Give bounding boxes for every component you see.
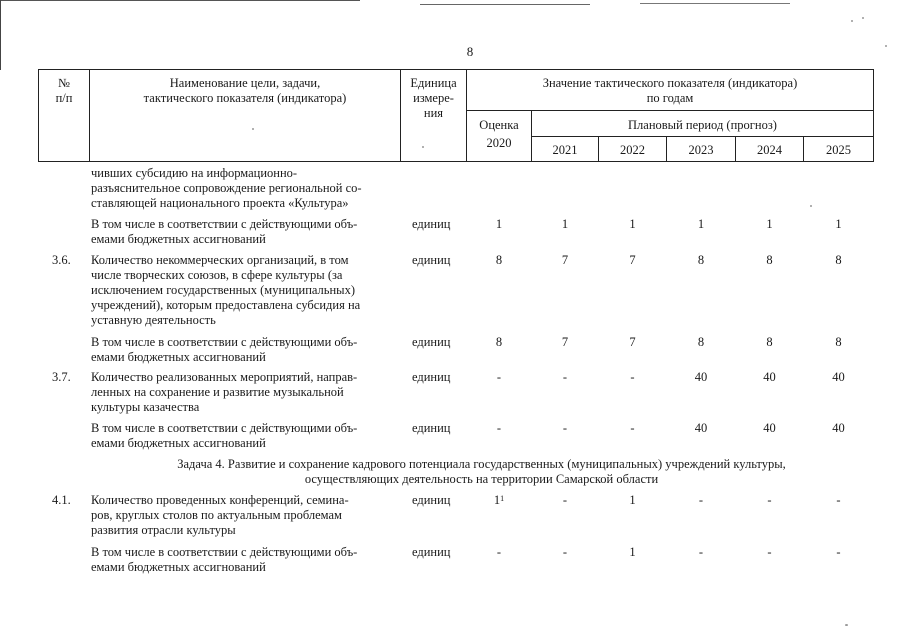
value-2021: 7 — [561, 335, 569, 349]
value-2020: 8 — [495, 253, 503, 267]
table-row-unit: единиц — [412, 421, 451, 435]
value-2021: - — [562, 545, 568, 559]
page-number: 8 — [466, 44, 474, 59]
value-2023: - — [698, 493, 704, 507]
table-row-unit: единиц — [412, 545, 451, 559]
value-2024: 40 — [763, 370, 776, 384]
header-year-2021: 2021 — [552, 143, 578, 157]
scan-speck — [422, 146, 424, 148]
value-2020-main: 1 — [493, 493, 501, 507]
value-2020: - — [496, 370, 502, 384]
header-estimate-year: 2020 — [486, 136, 512, 150]
header-plan-period: Плановый период (прогноз) — [628, 118, 777, 132]
table-row-number: 3.7. — [52, 370, 71, 384]
task-4-heading: Задача 4. Развитие и сохранение кадрового потенциала государственных (муниципальных) учреждений культуры, осуществляющих деятельность на территории Самарской области — [177, 457, 786, 486]
table-row-unit: единиц — [412, 253, 451, 267]
scan-speck — [851, 20, 853, 22]
header-year-2022: 2022 — [620, 143, 645, 157]
value-2023: 40 — [694, 421, 708, 435]
value-2021: - — [562, 421, 568, 435]
value-2020 — [467, 493, 531, 508]
value-2020: 1 — [495, 217, 503, 231]
value-2021: - — [562, 370, 568, 384]
table-row-number: 4.1. — [52, 493, 71, 507]
value-2024: 8 — [766, 335, 773, 349]
scan-speck — [252, 128, 254, 130]
table-row-unit: единиц — [412, 370, 451, 384]
scan-speck — [810, 205, 812, 207]
value-2021: 1 — [561, 217, 569, 231]
value-2024: - — [767, 545, 772, 559]
value-2023: 8 — [697, 335, 705, 349]
table-row-name: Количество некоммерческих организаций, в том числе творческих союзов, в сфере культуры (за исключением государственных (муниципальных) учреждений), которым предоставлена субсидия на уставную деятельность — [91, 253, 361, 327]
header-estimate: Оценка — [479, 118, 519, 132]
value-2025: 1 — [835, 217, 842, 231]
value-2022: - — [630, 370, 635, 384]
value-2022: 1 — [629, 493, 636, 507]
value-2024: 40 — [763, 421, 776, 435]
value-2022: - — [630, 421, 635, 435]
value-2023: 1 — [697, 217, 705, 231]
value-2025: 40 — [832, 421, 845, 435]
header-year-2023: 2023 — [688, 143, 714, 157]
table-row-unit: единиц — [412, 335, 451, 349]
table-row-name: В том числе в соответствии с действующими объ- емами бюджетных ассигнований — [91, 217, 358, 246]
scan-speck — [845, 624, 848, 626]
value-2020: - — [496, 421, 502, 435]
footnote-mark: 1 — [500, 494, 505, 503]
table-row-name: В том числе в соответствии с действующими объ- емами бюджетных ассигнований — [91, 545, 358, 574]
value-2022: 1 — [629, 217, 636, 231]
table-row-number: 3.6. — [52, 253, 71, 267]
header-values: Значение тактического показателя (индикатора) по годам — [542, 76, 798, 105]
value-2025: 40 — [832, 370, 845, 384]
table-row-name: Количество проведенных конференций, семина- ров, круглых столов по актуальным проблемам развития отрасли культуры — [91, 493, 349, 537]
header-year-2024: 2024 — [757, 143, 782, 157]
scan-top-line-right-2 — [640, 3, 790, 4]
value-2021: 7 — [561, 253, 569, 267]
value-2025: 8 — [835, 253, 842, 267]
table-row-name: В том числе в соответствии с действующими объ- емами бюджетных ассигнований — [91, 421, 358, 450]
value-2023: 8 — [697, 253, 705, 267]
table-row-unit: единиц — [412, 217, 451, 231]
value-2024: - — [767, 493, 772, 507]
header-number: № п/п — [55, 76, 73, 105]
scan-top-line — [0, 0, 360, 1]
scan-speck — [862, 17, 864, 19]
scan-speck — [885, 45, 887, 47]
value-2022: 7 — [629, 253, 636, 267]
value-2023: 40 — [694, 370, 708, 384]
value-2024: 8 — [766, 253, 773, 267]
value-2025: 8 — [835, 335, 842, 349]
table-row-name: В том числе в соответствии с действующими объ- емами бюджетных ассигнований — [91, 335, 358, 364]
table-row-name: чивших субсидию на информационно- разъяснительное сопровождение региональной со- ставляющей национального проекта «Культура» — [91, 166, 362, 210]
value-2020: - — [496, 545, 502, 559]
header-name: Наименование цели, задачи, тактического показателя (индикатора) — [143, 76, 347, 105]
value-2024: 1 — [766, 217, 773, 231]
scan-top-line-right — [420, 4, 590, 5]
value-2021: - — [562, 493, 568, 507]
table-row-name: Количество реализованных мероприятий, направ- ленных на сохранение и развитие музыкальной культуры казачества — [91, 370, 358, 414]
table-row-unit: единиц — [412, 493, 451, 507]
header-unit: Единица измере- ния — [410, 76, 457, 120]
value-2022: 1 — [629, 545, 636, 559]
scan-left-edge — [0, 0, 1, 70]
value-2025: - — [836, 493, 841, 507]
value-2023: - — [698, 545, 704, 559]
value-2025: - — [836, 545, 841, 559]
value-2022: 7 — [629, 335, 636, 349]
header-year-2025: 2025 — [826, 143, 851, 157]
value-2020: 8 — [495, 335, 503, 349]
